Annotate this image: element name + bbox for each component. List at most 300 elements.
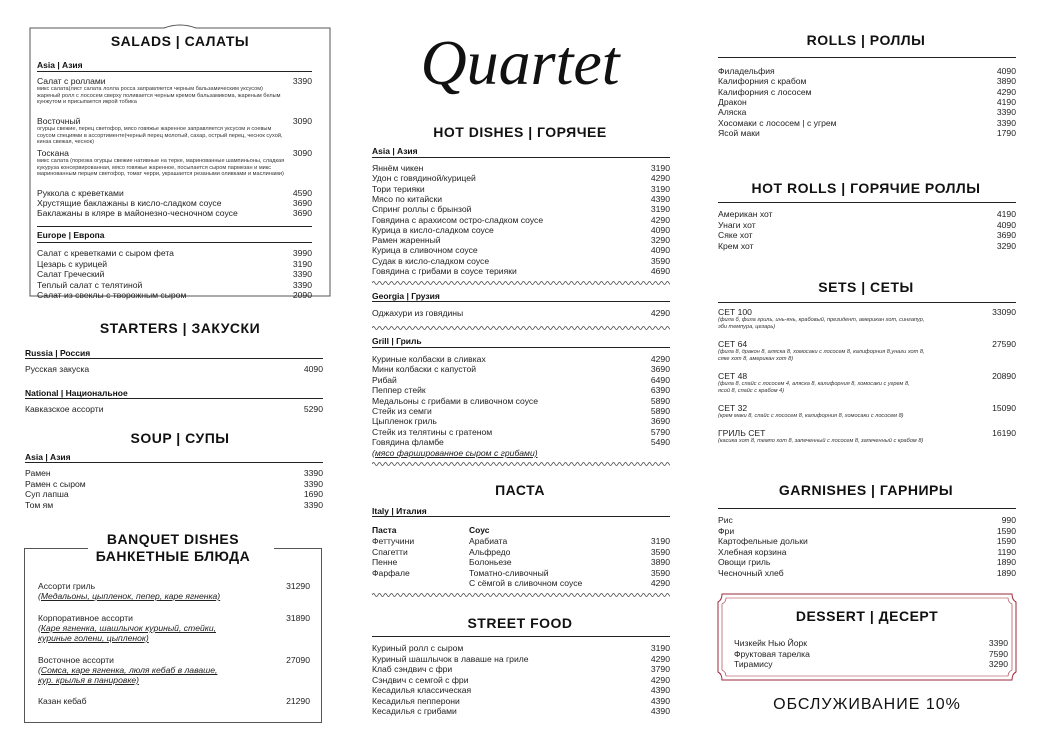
item-price: 3190 xyxy=(650,183,670,194)
dessert-title: DESSERT | ДЕСЕРТ xyxy=(795,608,939,624)
item-name: Спринг роллы с брынзой xyxy=(372,204,472,215)
item-name: Унаги хот xyxy=(718,219,756,230)
item-name: Говядина с грибами в соусе терияки xyxy=(372,266,517,276)
item-name: Фри xyxy=(718,525,735,536)
menu-item xyxy=(718,87,1016,97)
pasta-col-sauce: Соус xyxy=(469,525,490,535)
menu-item xyxy=(718,568,1016,578)
hot-georgia-label: Georgia | Грузия xyxy=(372,291,440,301)
pasta-name: Феттучини xyxy=(372,536,415,546)
item-price: 31290 xyxy=(286,581,310,591)
menu-item xyxy=(372,308,670,318)
item-price: 3990 xyxy=(292,248,312,258)
menu-item xyxy=(25,404,323,414)
item-name: Кесадилья с грибами xyxy=(372,706,457,716)
item-description: (фила б, фила гриль, инь-янь, крабовый, президент, американ хот, сингапур, xyxy=(718,317,925,323)
item-price: 4690 xyxy=(650,266,670,276)
item-price: 33090 xyxy=(992,307,1016,317)
item-name: Стейк из семги xyxy=(372,406,432,416)
item-price: 4290 xyxy=(996,86,1016,97)
menu-item xyxy=(372,654,670,664)
pasta-title: ПАСТА xyxy=(495,482,545,498)
item-name: Казан кебаб xyxy=(38,696,87,706)
menu-item xyxy=(372,396,670,406)
menu-item xyxy=(25,468,323,478)
item-price: 1690 xyxy=(303,489,323,499)
pasta-divider xyxy=(372,592,670,598)
menu-item xyxy=(718,107,1016,117)
item-price: 27590 xyxy=(992,339,1016,349)
hot-grill-note: (мясо фаршированное сыром с грибами) xyxy=(372,448,538,458)
item-name: Ассорти гриль xyxy=(38,581,96,591)
item-name: Том ям xyxy=(25,499,54,510)
item-name: Цыпленок гриль xyxy=(372,416,437,427)
item-description: микс салата(лист салата лолла росса заправляется черным бальзамическим уксусом) жареный ролл с лососем сверху поливается черным кремом бальзамикома, жареным белым кунжутом и присыпается икрой тобика xyxy=(37,86,281,106)
item-description: (Каре ягненка, шашлычок куриный, стейки, xyxy=(38,623,216,633)
menu-item xyxy=(372,696,670,706)
item-price: 3390 xyxy=(292,269,312,279)
menu-item xyxy=(718,76,1016,86)
item-name: Куриный ролл с сыром xyxy=(372,643,464,653)
item-name: Мясо по китайски xyxy=(372,193,443,204)
starters-national-label: National | Национальное xyxy=(25,388,128,398)
item-price: 3890 xyxy=(996,76,1016,87)
item-price: 3390 xyxy=(996,117,1016,128)
hot-asia-divider xyxy=(372,280,670,286)
item-name: Хлебная корзина xyxy=(718,546,787,557)
item-name: Русская закуска xyxy=(25,364,90,374)
menu-item xyxy=(372,364,670,374)
item-price: 3290 xyxy=(996,240,1016,251)
item-name: Курица в кисло-сладком соусе xyxy=(372,224,494,235)
item-name: Кавказское ассорти xyxy=(25,404,104,414)
item-description: (касика хот 8, темпо хот 8, запеченный с лососем 8, запеченный с крабом 8) xyxy=(718,438,924,444)
item-price: 3790 xyxy=(650,664,670,674)
item-price: 1590 xyxy=(996,525,1016,536)
menu-item xyxy=(372,437,670,447)
menu-item xyxy=(37,269,312,279)
menu-item xyxy=(25,364,323,374)
menu-item xyxy=(372,163,670,173)
menu-item xyxy=(37,148,312,158)
menu-item xyxy=(718,536,1016,546)
item-name: Оджахури из говядины xyxy=(372,308,464,318)
service-note: ОБСЛУЖИВАНИЕ 10% xyxy=(773,696,961,713)
sets-title: SETS | СЕТЫ xyxy=(818,279,914,295)
item-name: Суп лапша xyxy=(25,489,69,499)
item-name: Картофельные дольки xyxy=(718,536,808,546)
item-price: 1190 xyxy=(997,546,1016,557)
item-price: 4590 xyxy=(292,188,312,198)
item-price: 3890 xyxy=(650,557,670,567)
item-price: 6390 xyxy=(650,385,670,396)
menu-item xyxy=(372,706,670,716)
menu-item xyxy=(469,578,670,588)
item-name: Восточное ассорти xyxy=(38,655,114,665)
menu-item xyxy=(37,280,312,290)
svg-text:Quartet: Quartet xyxy=(420,27,620,98)
menu-item xyxy=(37,248,312,258)
item-price: 4090 xyxy=(650,245,670,256)
hot-title: HOT DISHES | ГОРЯЧЕЕ xyxy=(433,124,607,140)
item-price: 4090 xyxy=(303,364,323,374)
menu-item xyxy=(38,581,310,591)
item-price: 3590 xyxy=(650,567,670,578)
menu-item xyxy=(372,245,670,255)
menu-item xyxy=(372,427,670,437)
item-price: 4390 xyxy=(650,695,670,706)
item-price: 4090 xyxy=(650,224,670,235)
item-price: 5890 xyxy=(650,395,670,406)
item-price: 3190 xyxy=(650,536,670,546)
menu-item xyxy=(37,259,312,269)
item-name: Хрустящие баклажаны в кисло-сладком соусе xyxy=(37,198,222,208)
garnishes-title: GARNISHES | ГАРНИРЫ xyxy=(778,482,954,498)
item-price: 3190 xyxy=(650,643,670,653)
item-name: Кесадилья классическая xyxy=(372,685,472,695)
menu-item xyxy=(718,526,1016,536)
item-name: Корпоративное ассорти xyxy=(38,613,133,623)
menu-item xyxy=(718,230,1016,240)
pasta-name: Спагетти xyxy=(372,546,408,557)
menu-item xyxy=(37,208,312,218)
item-name: Альфредо xyxy=(469,546,511,557)
menu-item xyxy=(372,184,670,194)
item-price: 31890 xyxy=(286,613,310,623)
menu-item xyxy=(718,118,1016,128)
item-name: Куриные колбаски в сливках xyxy=(372,354,486,364)
item-description: (Медальоны, цыпленок, пепер, каре ягненка) xyxy=(38,591,221,601)
item-price: 4090 xyxy=(996,219,1016,230)
salads-asia-rule xyxy=(37,71,312,72)
item-name: Говядина с арахисом остро-сладком соусе xyxy=(372,214,544,225)
item-price: 27090 xyxy=(286,655,310,665)
item-price: 15090 xyxy=(992,403,1016,413)
menu-item xyxy=(38,613,310,623)
item-name: Тирамису xyxy=(734,659,773,669)
item-price: 3690 xyxy=(292,208,312,218)
item-name: СЕТ 64 xyxy=(718,339,748,349)
item-price: 5790 xyxy=(650,426,670,437)
salads-europe-rule xyxy=(37,226,312,227)
item-name: Мини колбаски с капустой xyxy=(372,364,477,375)
menu-item xyxy=(37,116,312,126)
menu-item xyxy=(469,557,670,567)
item-price: 2090 xyxy=(292,290,312,300)
item-name: Куриный шашлычок в лаваше на гриле xyxy=(372,653,529,664)
rolls-title: ROLLS | РОЛЛЫ xyxy=(806,32,926,48)
item-name: Удон с говядиной/курицей xyxy=(372,173,476,184)
item-price: 6490 xyxy=(650,374,670,385)
item-price: 3290 xyxy=(650,235,670,246)
menu-item xyxy=(718,547,1016,557)
street-rule xyxy=(372,636,670,637)
item-name: Говядина фламбе xyxy=(372,437,444,448)
item-name: Рамен с сыром xyxy=(25,478,86,489)
item-price: 3390 xyxy=(988,638,1008,648)
pasta-col-pasta: Паста xyxy=(372,525,397,535)
soup-title: SOUP | СУПЫ xyxy=(130,430,230,446)
salads-asia-label: Asia | Азия xyxy=(37,60,83,70)
menu-item xyxy=(734,649,1008,659)
hot-georgia-divider xyxy=(372,325,670,331)
item-name: Калифорния с лососем xyxy=(718,86,812,97)
starters-national-rule xyxy=(25,398,323,399)
item-price: 3390 xyxy=(303,468,323,478)
menu-item xyxy=(372,194,670,204)
menu-item xyxy=(38,696,310,706)
item-name: Салат с креветками с сыром фета xyxy=(37,248,174,258)
item-price: 4290 xyxy=(650,653,670,664)
item-name: СЕТ 32 xyxy=(718,403,748,413)
pasta-name: Пенне xyxy=(372,557,398,567)
item-price: 1890 xyxy=(996,557,1016,567)
menu-item xyxy=(718,515,1016,525)
item-name: Судак в кисло-сладком соусе xyxy=(372,255,490,266)
item-name: Американ хот xyxy=(718,209,773,219)
item-price: 3190 xyxy=(650,204,670,215)
menu-item xyxy=(37,188,312,198)
menu-item xyxy=(37,76,312,86)
item-name: Чесночный хлеб xyxy=(718,567,784,578)
item-price: 3290 xyxy=(988,659,1008,669)
hot-rolls-rule xyxy=(718,202,1016,203)
menu-item xyxy=(372,406,670,416)
item-description: (фила 8, дракон 8, аляска 8, хомосаки с лососем 8, калифорния 8,унаги хот 8, xyxy=(718,349,925,355)
item-price: 4290 xyxy=(650,173,670,184)
menu-item xyxy=(734,659,1008,669)
menu-item xyxy=(372,266,670,276)
item-name: Сэндвич с семгой с фри xyxy=(372,674,469,685)
item-price: 1790 xyxy=(996,127,1016,138)
item-name: Арабиата xyxy=(469,536,508,546)
menu-item xyxy=(372,685,670,695)
item-name: Овощи гриль xyxy=(718,557,771,567)
menu-item xyxy=(718,209,1016,219)
item-price: 3390 xyxy=(292,279,312,290)
item-name: С сёмгой в сливочном соусе xyxy=(469,578,583,588)
item-name: Чизкейк Нью Йорк xyxy=(734,638,808,648)
item-name: Теплый салат с телятиной xyxy=(37,279,143,290)
item-name: СЕТ 48 xyxy=(718,371,748,381)
salads-europe-rule-2 xyxy=(37,242,312,243)
item-price: 3690 xyxy=(650,416,670,427)
menu-item xyxy=(718,241,1016,251)
soup-asia-rule xyxy=(25,462,323,463)
menu-item xyxy=(372,215,670,225)
item-price: 4290 xyxy=(650,214,670,225)
menu-item xyxy=(718,428,1016,438)
item-name: Фруктовая тарелка xyxy=(734,648,810,659)
item-price: 4190 xyxy=(996,96,1016,107)
salads-europe-label: Europe | Европа xyxy=(37,230,105,240)
item-description: огурцы свежие, перец светофор, мясо говяжье жаренное заправляется уксусом и соевым соусом специями в ассортименте(черный перец молотый, сахар, острый перец, чеснок сухой, кинза свежая, чеснок) xyxy=(37,126,283,146)
item-price: 4190 xyxy=(996,209,1016,219)
item-name: Калифорния с крабом xyxy=(718,76,807,87)
item-price: 1890 xyxy=(996,567,1016,578)
item-name: Томатно-сливочный xyxy=(469,567,549,578)
menu-item xyxy=(372,204,670,214)
hot-georgia-rule xyxy=(372,301,670,302)
menu-item xyxy=(718,557,1016,567)
item-name: Пеппер стейк xyxy=(372,385,426,396)
item-name: Салат из свеклы с творожным сыром xyxy=(37,290,187,300)
menu-item xyxy=(37,198,312,208)
item-price: 3190 xyxy=(292,258,312,269)
banquet-title-ru: БАНКЕТНЫЕ БЛЮДА xyxy=(95,548,251,564)
menu-item xyxy=(372,416,670,426)
item-price: 3190 xyxy=(650,163,670,173)
item-price: 4290 xyxy=(650,674,670,685)
item-price: 20890 xyxy=(992,371,1016,381)
menu-item xyxy=(718,220,1016,230)
menu-item xyxy=(469,547,670,557)
sets-rule xyxy=(718,302,1016,303)
hot-asia-rule xyxy=(372,157,670,158)
item-name: Медальоны с грибами в сливочном соусе xyxy=(372,395,538,406)
menu-item xyxy=(38,655,310,665)
item-name: Болоньезе xyxy=(469,557,512,567)
menu-item xyxy=(372,385,670,395)
item-name: Филадельфия xyxy=(718,66,775,76)
pasta-name: Фарфале xyxy=(372,567,410,578)
item-description: (крем маки 8, спайс с лососем 8, калифорния 8, хомосаки с лососем 8) xyxy=(718,413,904,419)
item-price: 16190 xyxy=(992,428,1016,438)
item-description: эби темпура, цезарь) xyxy=(718,324,776,330)
item-name: Кесадилья пепперони xyxy=(372,695,460,706)
item-price: 4290 xyxy=(650,354,670,364)
item-description: микс салата (порезка огурцы свежие нативные на терке, маринованные шампиньоны, сладкая кукуруза консервированная, мясо говяжье жаренное, посыпается сыром пармезан и микс маринованным перцем светофор, томат черри, украшается резаными оливками и маслинами) xyxy=(37,158,285,178)
menu-item xyxy=(469,568,670,578)
item-name: Руккола с креветками xyxy=(37,188,124,198)
menu-item xyxy=(734,638,1008,648)
menu-item xyxy=(718,97,1016,107)
item-price: 3090 xyxy=(292,148,312,158)
hot-grill-label: Grill | Гриль xyxy=(372,336,422,346)
item-name: Тоскана xyxy=(37,148,69,158)
item-price: 4390 xyxy=(650,706,670,716)
item-price: 3690 xyxy=(996,230,1016,240)
hot-grill-rule xyxy=(372,347,670,348)
item-name: Рис xyxy=(718,515,733,525)
item-name: Рибай xyxy=(372,374,397,385)
item-price: 1590 xyxy=(996,536,1016,546)
item-price: 3390 xyxy=(292,76,312,86)
item-price: 3390 xyxy=(996,107,1016,118)
menu-item xyxy=(25,500,323,510)
rolls-rule xyxy=(718,57,1016,58)
hot-rolls-title: HOT ROLLS | ГОРЯЧИЕ РОЛЛЫ xyxy=(751,180,981,196)
item-name: Ясой маки xyxy=(718,127,760,138)
menu-item xyxy=(372,375,670,385)
item-price: 3090 xyxy=(292,116,312,126)
item-price: 3590 xyxy=(650,255,670,266)
menu-item xyxy=(372,643,670,653)
item-price: 4390 xyxy=(650,193,670,204)
menu-item xyxy=(718,307,1016,317)
item-name: СЕТ 100 xyxy=(718,307,752,317)
item-price: 4390 xyxy=(650,685,670,695)
item-name: ГРИЛЬ СЕТ xyxy=(718,428,766,438)
item-name: Курица в сливочном соусе xyxy=(372,245,478,256)
menu-item xyxy=(718,66,1016,76)
item-name: Баклажаны в кляре в майонезно-чесночном соусе xyxy=(37,208,238,218)
item-name: Рамен xyxy=(25,468,51,478)
item-name: Яннём чикен xyxy=(372,163,424,173)
starters-russia-rule xyxy=(25,358,323,359)
item-price: 3390 xyxy=(303,478,323,489)
menu-item xyxy=(718,339,1016,349)
item-price: 3590 xyxy=(650,546,670,557)
item-price: 990 xyxy=(1001,515,1016,525)
item-name: Салат Греческий xyxy=(37,269,105,279)
menu-item xyxy=(372,235,670,245)
item-name: Хосомаки с лососем | с угрем xyxy=(718,117,837,128)
salads-title: SALADS | САЛАТЫ xyxy=(110,33,250,49)
hot-grill-divider xyxy=(372,461,670,467)
hot-asia-label: Asia | Азия xyxy=(372,146,418,156)
item-name: Клаб сэндвич с фри xyxy=(372,664,453,674)
item-name: Стейк из телятины с гратеном xyxy=(372,426,493,437)
item-price: 4290 xyxy=(650,578,670,588)
item-description: (фила 8, спайс с лососем 4, аляска 8, калифорния 8, хомосаки с угрем 8, xyxy=(718,381,910,387)
item-price: 7590 xyxy=(988,648,1008,659)
menu-item xyxy=(25,479,323,489)
item-name: Рамен жаренный xyxy=(372,235,441,246)
item-name: Тори терияки xyxy=(372,183,425,194)
banquet-title-en: BANQUET DISHES xyxy=(106,531,240,547)
item-name: Аляска xyxy=(718,107,747,118)
item-name: Салат с роллами xyxy=(37,76,106,86)
pasta-italy-label: Italy | Италия xyxy=(372,506,427,516)
item-name: Сяке хот xyxy=(718,230,753,240)
menu-item xyxy=(37,290,312,300)
item-price: 3690 xyxy=(292,198,312,208)
item-price: 5890 xyxy=(650,406,670,416)
item-price: 4290 xyxy=(650,308,670,318)
item-description: куриные голени, цыпленок) xyxy=(38,633,149,643)
menu-item xyxy=(718,403,1016,413)
item-price: 4090 xyxy=(996,66,1016,76)
item-name: Цезарь с курицей xyxy=(37,258,108,269)
menu-item xyxy=(718,371,1016,381)
menu-item xyxy=(469,536,670,546)
menu-item xyxy=(372,675,670,685)
soup-asia-label: Asia | Азия xyxy=(25,452,71,462)
item-name: Дракон xyxy=(718,96,747,107)
item-name: Крем хот xyxy=(718,240,754,251)
item-description: сяке хот 8, американ хот 8) xyxy=(718,356,794,362)
item-price: 3690 xyxy=(650,364,670,375)
menu-item xyxy=(718,128,1016,138)
item-description: ясой 8, спайс с крабом 4) xyxy=(718,388,785,394)
starters-russia-label: Russia | Россия xyxy=(25,348,91,358)
starters-title: STARTERS | ЗАКУСКИ xyxy=(99,320,261,336)
item-description: (Сомса, каре ягненка, люля кебаб в лаваше, xyxy=(38,665,218,675)
menu-item xyxy=(372,664,670,674)
item-price: 3390 xyxy=(303,499,323,510)
menu-item xyxy=(25,489,323,499)
street-title: STREET FOOD xyxy=(467,615,573,631)
menu-item xyxy=(372,256,670,266)
item-name: Восточный xyxy=(37,116,81,126)
garnishes-rule xyxy=(718,508,1016,509)
item-price: 21290 xyxy=(286,696,310,706)
item-price: 5290 xyxy=(303,404,323,414)
item-price: 5490 xyxy=(650,437,670,448)
brand-logo xyxy=(400,20,640,100)
item-description: кур. крылья в панировке) xyxy=(38,675,140,685)
